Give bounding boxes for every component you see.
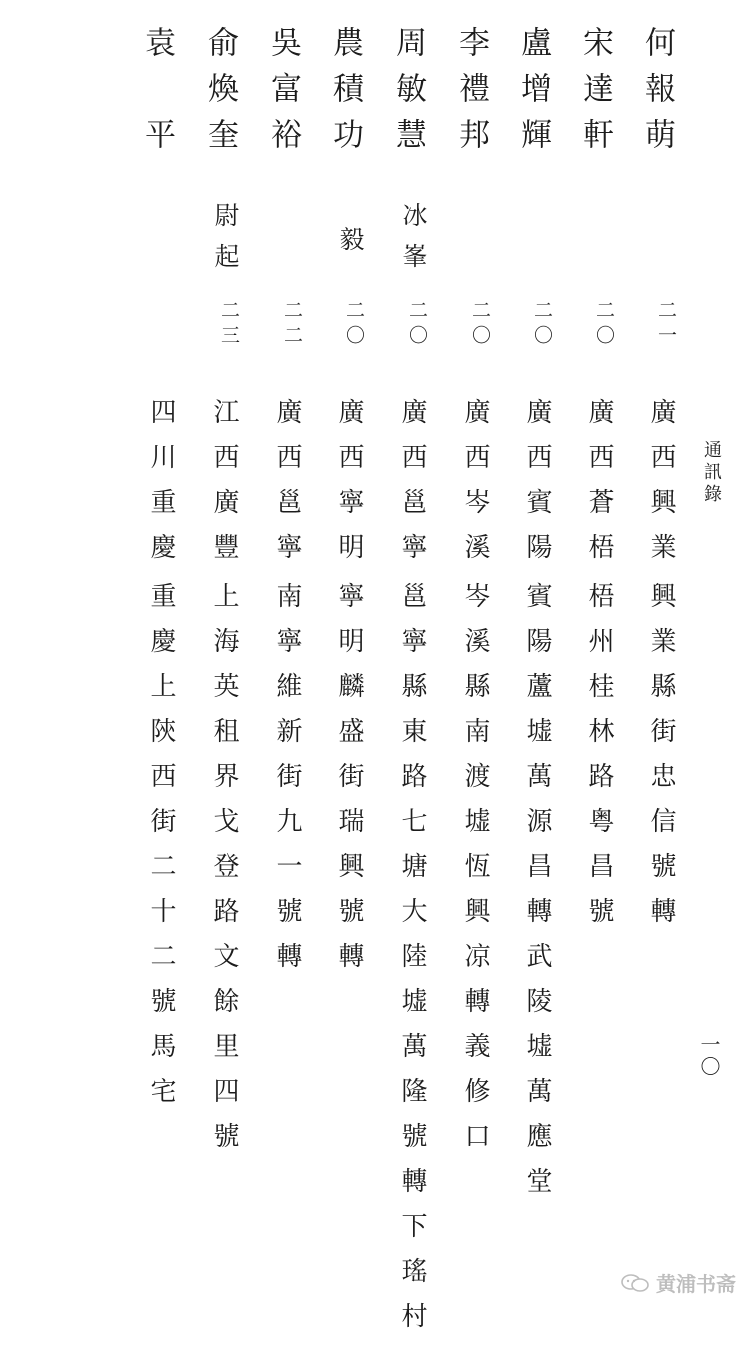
entry-column [328, 0, 368, 1311]
entry-age: 二一 [655, 300, 677, 350]
entry-province: 廣西邕寧 [397, 398, 427, 578]
book-title: 通訊錄 [701, 440, 722, 506]
entry-address: 邕寧縣東路七塘大陸墟萬隆號轉下瑤村 [397, 582, 427, 1347]
entry-age: 二〇 [469, 300, 491, 350]
entry-age: 二二 [281, 300, 303, 350]
entry-province: 江西廣豐 [209, 398, 239, 578]
entry-age: 二〇 [343, 300, 365, 350]
entry-province: 廣西蒼梧 [584, 398, 614, 578]
entry-name: 農積功 [327, 26, 363, 164]
entry-address: 上海英租界戈登路文餘里四號 [209, 582, 239, 1167]
wechat-logo-icon [620, 1273, 650, 1293]
entry-column [640, 0, 680, 1311]
entry-province: 廣西興業 [646, 398, 676, 578]
entry-address: 南寧維新街九一號轉 [272, 582, 302, 987]
entry-name: 周敏慧 [390, 26, 426, 164]
entry-style: 尉起 [211, 202, 240, 284]
entry-province: 廣西寧明 [334, 398, 364, 578]
entry-age: 二三 [218, 300, 240, 350]
entry-province: 廣西邕寧 [272, 398, 302, 578]
entry-column [516, 0, 556, 1311]
entry-address: 興業縣街忠信號轉 [646, 582, 676, 942]
entry-age: 二〇 [593, 300, 615, 350]
entry-province: 四川重慶 [146, 398, 176, 578]
entry-name: 袁 平 [139, 26, 175, 164]
entry-column [578, 0, 618, 1311]
entry-column [203, 0, 243, 1311]
watermark [620, 1268, 736, 1297]
entry-province: 廣西岑溪 [460, 398, 490, 578]
entry-column [266, 0, 306, 1311]
entry-address: 寧明麟盛街瑞興號轉 [334, 582, 364, 987]
entry-style: 毅 [336, 226, 365, 267]
entry-name: 盧增輝 [515, 26, 551, 164]
entry-name: 何報萌 [639, 26, 675, 164]
entry-address: 岑溪縣南渡墟恆興凉轉義修口 [460, 582, 490, 1167]
entry-name: 俞煥奎 [202, 26, 238, 164]
entry-name: 宋達軒 [577, 26, 613, 164]
entry-name: 吳富裕 [265, 26, 301, 164]
entry-age: 二〇 [406, 300, 428, 350]
entry-column [140, 0, 180, 1311]
entry-address: 重慶上陝西街二十二號馬宅 [146, 582, 176, 1122]
entry-style: 冰峯 [399, 202, 428, 284]
entry-column [454, 0, 494, 1311]
entry-address: 梧州桂林路粤昌號 [584, 582, 614, 942]
page-number: 一〇 [697, 1034, 721, 1078]
watermark-text: 黄浦书斋 [656, 1272, 736, 1296]
entry-address: 賓陽蘆墟萬源昌轉武陵墟萬應堂 [522, 582, 552, 1212]
entry-column [390, 0, 431, 1347]
entry-province: 廣西賓陽 [522, 398, 552, 578]
entry-age: 二〇 [531, 300, 553, 350]
entry-name: 李禮邦 [453, 26, 489, 164]
